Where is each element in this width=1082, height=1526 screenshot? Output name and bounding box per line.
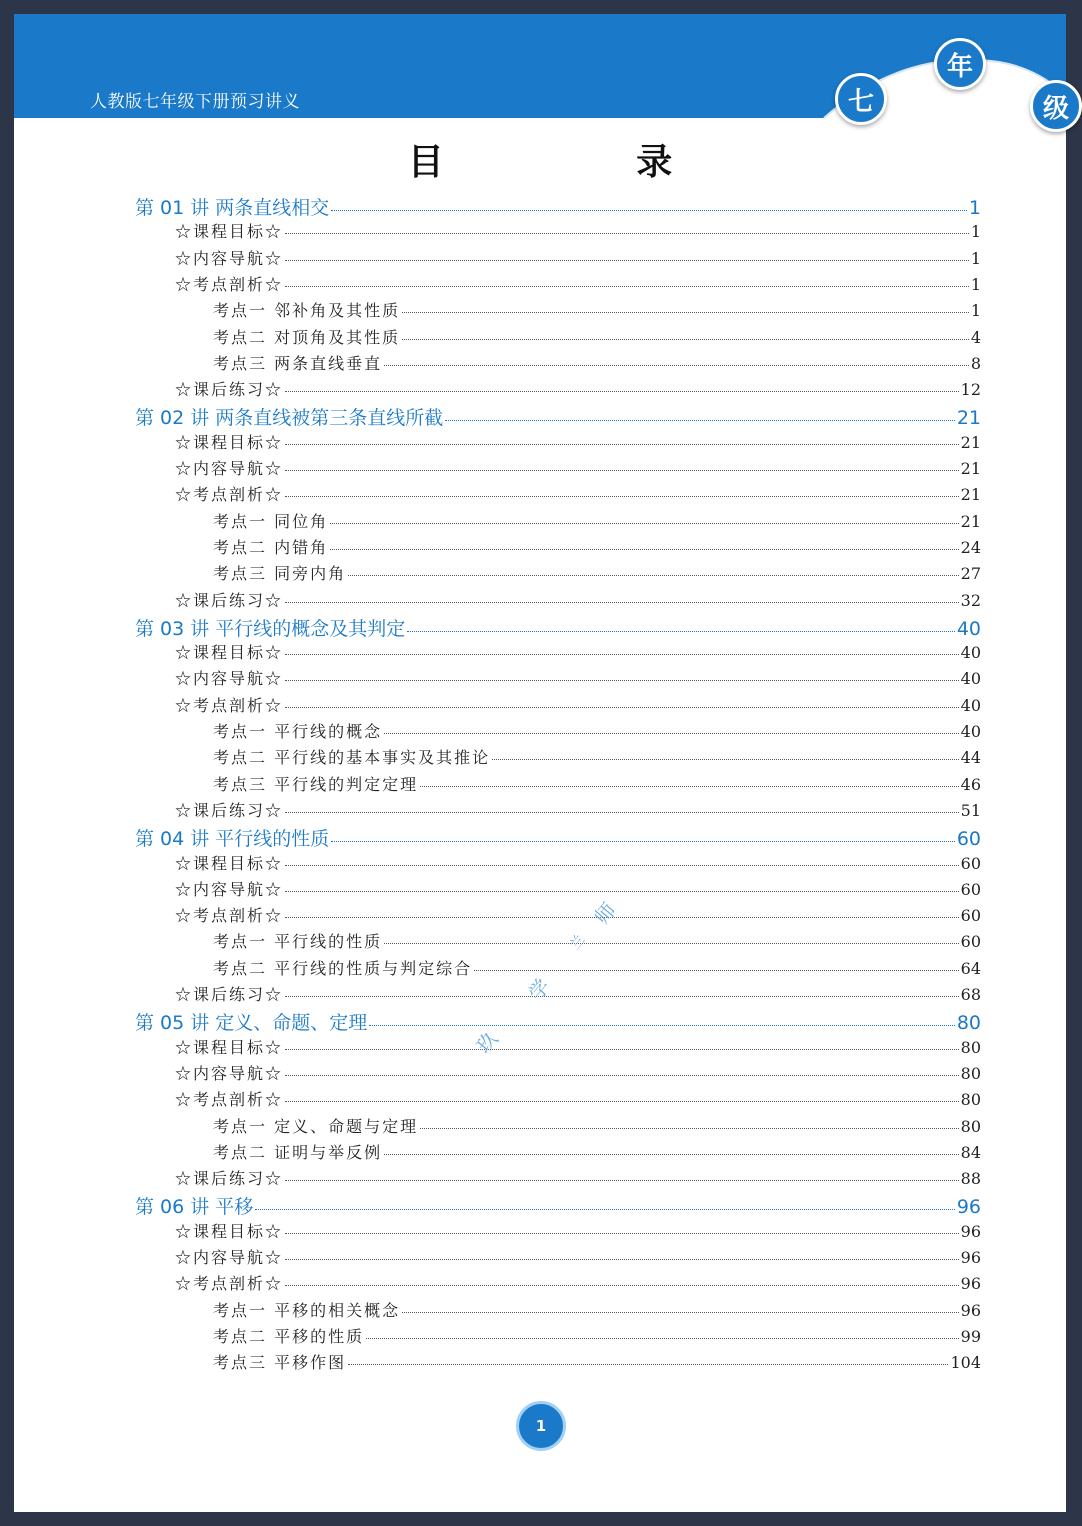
toc-entry-label: 考点一 平移的相关概念 [213,1300,401,1320]
toc-entry-label: ☆考点剖析☆ [175,1274,284,1294]
toc-sub-row[interactable] [175,693,981,719]
toc-page-number: 4 [970,327,981,347]
watermark-char: 兰 [567,932,589,954]
dot-leader [492,759,959,760]
toc-entry-label: 考点三 同旁内角 [213,564,347,584]
toc-entry-label: 考点三 两条直线垂直 [213,353,383,373]
grade-badge-nian: 年 [934,38,986,90]
dot-leader [285,470,959,471]
toc-point-row[interactable] [213,325,981,351]
toc-entry-label: 考点三 平行线的判定定理 [213,774,419,794]
toc-sub-row[interactable] [175,1035,981,1061]
toc-point-row[interactable] [213,298,981,324]
toc-point-row[interactable] [213,535,981,561]
toc-entry-label: 考点二 平移的性质 [213,1326,365,1346]
toc-page-number: 60 [960,853,981,873]
toc-point-row[interactable] [213,745,981,771]
toc-sub-row[interactable] [175,666,981,692]
toc-entry-label: 考点二 证明与举反例 [213,1142,383,1162]
dot-leader [285,233,969,234]
toc-entry-label: ☆课后练习☆ [175,1169,284,1189]
dot-leader [384,365,969,366]
toc-sub-row[interactable] [175,982,981,1008]
toc-sub-row[interactable] [175,456,981,482]
toc-page-number: 64 [960,958,981,978]
toc-entry-label: ☆课后练习☆ [175,800,284,820]
toc-sub-row[interactable] [175,219,981,245]
toc-chapter-row[interactable] [135,403,981,429]
toc-sub-row[interactable] [175,1245,981,1271]
toc-point-row[interactable] [213,561,981,587]
toc-chapter-row[interactable] [135,1008,981,1034]
toc-entry-label: 考点二 平行线的性质与判定综合 [213,958,473,978]
grade-badge-ji: 级 [1030,80,1082,132]
dot-leader [285,1285,959,1286]
toc-entry-label: ☆课程目标☆ [175,432,284,452]
dot-leader [285,865,959,866]
dot-leader [285,496,959,497]
dot-leader [285,1180,959,1181]
toc-entry-label: ☆内容导航☆ [175,879,284,899]
toc-sub-row[interactable] [175,482,981,508]
dot-leader [285,812,959,813]
toc-page-number: 24 [960,537,981,557]
toc-entry-label: 考点一 同位角 [213,511,329,531]
grade-badge-qi: 七 [835,73,887,125]
toc-entry-label: 考点一 邻补角及其性质 [213,301,401,321]
dot-leader [285,1049,959,1050]
toc-entry-label: ☆课后练习☆ [175,985,284,1004]
toc-sub-row[interactable] [175,1219,981,1245]
dot-leader [407,631,955,632]
toc-entry-label: ☆考点剖析☆ [175,274,284,294]
toc-entry-label: 第 05 讲 定义、命题、定理 [135,1012,368,1035]
toc-entry-label: 第 04 讲 平行线的性质 [135,828,330,851]
toc-entry-label: 考点一 平行线的性质 [213,932,383,952]
toc-sub-row[interactable] [175,851,981,877]
toc-entry-label: 第 03 讲 平行线的概念及其判定 [135,617,406,640]
toc-entry-label: ☆课程目标☆ [175,222,284,242]
toc-sub-row[interactable] [175,272,981,298]
toc-sub-row[interactable] [175,588,981,614]
toc-point-row[interactable] [213,509,981,535]
toc-page-number: 21 [960,511,981,531]
toc-page-number: 40 [960,669,981,689]
dot-leader [348,575,959,576]
toc-entry-label: ☆考点剖析☆ [175,485,284,505]
toc-sub-row[interactable] [175,877,981,903]
dot-leader [348,1364,948,1365]
toc-page-number: 1 [970,248,981,268]
document-page [14,14,1069,1512]
dot-leader [285,1101,959,1102]
toc-page-number: 32 [960,590,981,610]
toc-page-number: 40 [960,722,981,741]
toc-page-number: 60 [960,906,981,926]
dot-leader [402,339,969,340]
dot-leader [331,841,955,842]
dot-leader [285,444,959,445]
toc-entry-label: 第 02 讲 两条直线被第三条直线所截 [135,407,444,430]
toc-page-number: 27 [960,564,981,584]
dot-leader [285,707,959,708]
toc-entry-label: ☆内容导航☆ [175,669,284,689]
toc-entry-label: ☆课后练习☆ [175,590,284,610]
toc-page-number: 88 [960,1169,981,1189]
toc-entry-label: 考点一 定义、命题与定理 [213,1116,419,1136]
toc-page-number: 40 [956,617,981,640]
toc-chapter-row[interactable] [135,824,981,850]
dot-leader [384,943,959,944]
toc-page-number: 1 [970,222,981,242]
toc-page-number: 21 [956,407,981,430]
toc-page-number: 80 [960,1063,981,1083]
toc-chapter-row[interactable] [135,193,981,219]
dot-leader [402,1312,959,1313]
watermark-char: 学 [523,974,555,1005]
watermark-char: 师 [589,898,621,929]
toc-entry-label: 考点二 内错角 [213,537,329,557]
toc-page-number: 60 [960,879,981,899]
toc-page-number: 51 [960,800,981,820]
toc-entry-label: ☆内容导航☆ [175,459,284,478]
dot-leader [369,1025,955,1026]
toc-sub-row[interactable] [175,377,981,403]
dot-leader [330,523,959,524]
toc-page-number: 21 [960,485,981,505]
toc-page-number: 12 [960,380,981,400]
toc-page-number: 60 [956,828,981,851]
toc-entry-label: 考点二 平行线的基本事实及其推论 [213,748,491,768]
dot-leader [420,1128,959,1129]
dot-leader [474,970,959,971]
toc-sub-row[interactable] [175,1271,981,1297]
toc-chapter-row[interactable] [135,1192,981,1218]
toc-entry-label: ☆内容导航☆ [175,1248,284,1267]
toc-page-number: 96 [960,1300,981,1320]
toc-page-number: 1 [968,197,981,219]
toc-page-number: 21 [960,432,981,452]
toc-page-number: 40 [960,643,981,663]
dot-leader [285,260,969,261]
toc-page-number: 80 [960,1116,981,1136]
toc-entry-label: ☆课后练习☆ [175,380,284,400]
toc-page-number: 21 [960,459,981,478]
toc-page-number: 80 [956,1012,981,1035]
toc-point-row[interactable] [213,1114,981,1140]
toc-entry-label: 第 01 讲 两条直线相交 [135,197,330,219]
toc-entry-label: ☆课程目标☆ [175,1221,284,1241]
toc-page-number: 99 [960,1326,981,1346]
toc-sub-row[interactable] [175,430,981,456]
toc-page-number: 96 [960,1274,981,1294]
toc-page-number: 8 [970,353,981,373]
toc-sub-row[interactable] [175,1087,981,1113]
dot-leader [384,733,959,734]
toc-entry-label: ☆课程目标☆ [175,1037,284,1057]
toc-entry-label: 考点一 平行线的概念 [213,722,383,741]
dot-leader [285,1075,959,1076]
toc-sub-row[interactable] [175,798,981,824]
toc-sub-row[interactable] [175,1166,981,1192]
toc-sub-row[interactable] [175,1061,981,1087]
toc-page-number: 44 [960,748,981,768]
toc-point-row[interactable] [213,1350,981,1376]
toc-entry-label: ☆考点剖析☆ [175,906,284,926]
toc-point-row[interactable] [213,1324,981,1350]
toc-entry-label: ☆课程目标☆ [175,643,284,663]
dot-leader [331,210,967,211]
toc-point-row[interactable] [213,1140,981,1166]
dot-leader [384,1154,959,1155]
toc-entry-label: 考点三 平移作图 [213,1353,347,1373]
dot-leader [285,917,959,918]
watermark-char: 玖 [471,1027,503,1058]
toc-sub-row[interactable] [175,640,981,666]
toc-page-number: 46 [960,774,981,794]
toc-entry-label: ☆内容导航☆ [175,1063,284,1083]
dot-leader [285,891,959,892]
dot-leader [420,786,959,787]
dot-leader [285,680,959,681]
dot-leader [255,1209,955,1210]
toc-point-row[interactable] [213,772,981,798]
toc-page-number: 96 [960,1248,981,1267]
toc-page-number: 1 [970,274,981,294]
toc-entry-label: 第 06 讲 平移 [135,1196,254,1219]
dot-leader [285,1259,959,1260]
toc-chapter-row[interactable] [135,614,981,640]
toc-point-row[interactable] [213,956,981,982]
toc-point-row[interactable] [213,929,981,955]
dot-leader [445,420,955,421]
dot-leader [330,549,959,550]
toc-page-number: 1 [970,301,981,321]
dot-leader [285,1233,959,1234]
dot-leader [285,391,959,392]
dot-leader [285,996,959,997]
page-number-badge: 1 [516,1401,566,1451]
toc-entry-label: ☆内容导航☆ [175,248,284,268]
page-title: 目 录 [407,141,763,183]
toc-entry-label: 考点二 对顶角及其性质 [213,327,401,347]
toc-page-number: 40 [960,695,981,715]
toc-page-number: 96 [956,1196,981,1219]
toc-page-number: 60 [960,932,981,952]
toc-sub-row[interactable] [175,246,981,272]
toc-entry-label: ☆课程目标☆ [175,853,284,873]
dot-leader [285,602,959,603]
toc-page-number: 68 [960,985,981,1004]
dot-leader [402,312,969,313]
toc-sub-row[interactable] [175,903,981,929]
dot-leader [285,654,959,655]
dot-leader [285,286,969,287]
toc-page-number: 96 [960,1221,981,1241]
toc-point-row[interactable] [213,351,981,377]
series-title: 人教版七年级下册预习讲义 [90,92,300,112]
header-wave [14,14,1066,144]
toc-page-number: 80 [960,1037,981,1057]
toc-point-row[interactable] [213,719,981,745]
toc-entry-label: ☆考点剖析☆ [175,1090,284,1110]
dot-leader [366,1338,959,1339]
toc-page-number: 80 [960,1090,981,1110]
toc-page-number: 104 [950,1353,981,1373]
toc-entry-label: ☆考点剖析☆ [175,695,284,715]
toc-page-number: 84 [960,1142,981,1162]
toc-point-row[interactable] [213,1298,981,1324]
